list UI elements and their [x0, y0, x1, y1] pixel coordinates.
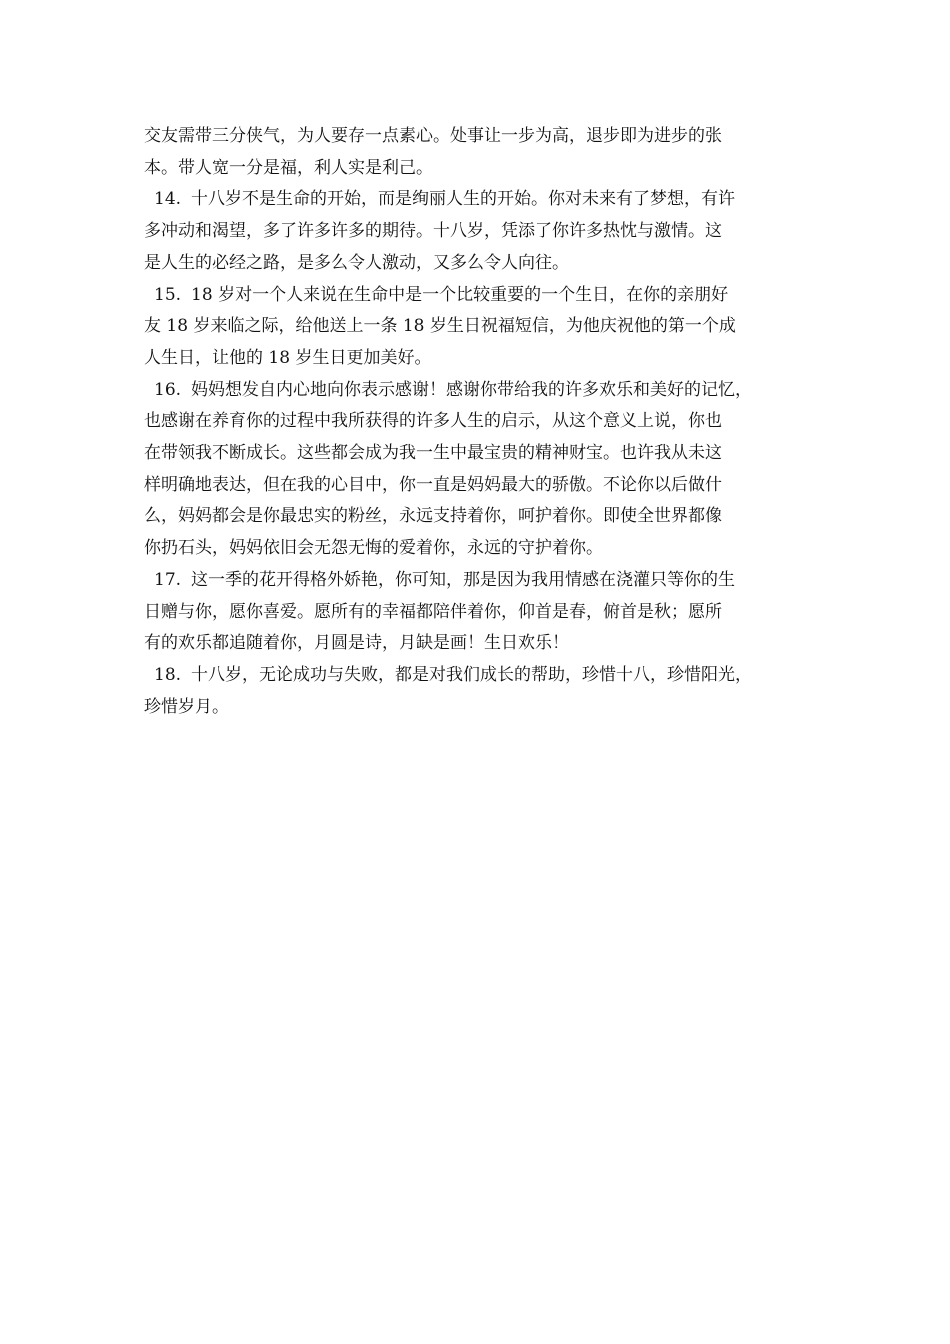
paragraph-18 — [144, 660, 824, 723]
paragraph-line: 样明确地表达，但在我的心目中，你一直是妈妈最大的骄傲。不论你以后做什 — [144, 474, 722, 495]
paragraph-17 — [144, 565, 824, 660]
paragraph-number: 16. — [154, 379, 182, 400]
paragraph-line: 珍惜岁月。 — [144, 696, 229, 717]
paragraph-line: 你扔石头，妈妈依旧会无怨无悔的爱着你，永远的守护着你。 — [144, 538, 603, 559]
paragraph-continuation — [144, 121, 824, 184]
paragraph-line: 十八岁不是生命的开始，而是绚丽人生的开始。你对未来有了梦想，有许 — [191, 189, 736, 210]
document-body — [144, 121, 824, 723]
paragraph-line: 妈妈想发自内心地向你表示感谢！感谢你带给我的许多欢乐和美好的记忆， — [191, 379, 753, 400]
paragraph-line: 本。带人宽一分是福，利人实是利己。 — [144, 157, 433, 178]
paragraph-line: 18 岁对一个人来说在生命中是一个比较重要的一个生日，在你的亲朋好 — [191, 284, 729, 305]
paragraph-line: 这一季的花开得格外娇艳，你可知，那是因为我用情感在浇灌只等你的生 — [191, 569, 736, 590]
paragraph-line: 也感谢在养育你的过程中我所获得的许多人生的启示，从这个意义上说，你也 — [144, 411, 722, 432]
paragraph-line: 是人生的必经之路，是多么令人激动，又多么令人向往。 — [144, 252, 569, 273]
paragraph-14 — [144, 184, 824, 279]
paragraph-line: 交友需带三分侠气，为人要存一点素心。处事让一步为高，退步即为进步的张 — [144, 126, 722, 146]
paragraph-16 — [144, 375, 824, 565]
paragraph-line: 日赠与你，愿你喜爱。愿所有的幸福都陪伴着你，仰首是春，俯首是秋；愿所 — [144, 601, 722, 622]
paragraph-number: 18. — [154, 664, 182, 685]
paragraph-number: 14. — [154, 189, 182, 210]
paragraph-line: 人生日，让他的 18 岁生日更加美好。 — [144, 347, 432, 368]
paragraph-number: 15. — [154, 284, 182, 305]
paragraph-number: 17. — [154, 569, 182, 590]
paragraph-line: 有的欢乐都追随着你，月圆是诗，月缺是画！生日欢乐！ — [144, 633, 569, 654]
paragraph-line: 么，妈妈都会是你最忠实的粉丝，永远支持着你，呵护着你。即使全世界都像 — [144, 506, 722, 527]
paragraph-15 — [144, 280, 824, 375]
paragraph-line: 十八岁，无论成功与失败，都是对我们成长的帮助，珍惜十八，珍惜阳光， — [191, 664, 753, 685]
paragraph-line: 友 18 岁来临之际，给他送上一条 18 岁生日祝福短信，为他庆祝他的第一个成 — [144, 316, 736, 337]
paragraph-line: 在带领我不断成长。这些都会成为我一生中最宝贵的精神财宝。也许我从未这 — [144, 443, 722, 464]
paragraph-line: 多冲动和渴望，多了许多许多的期待。十八岁，凭添了你许多热忱与激情。这 — [144, 221, 722, 242]
